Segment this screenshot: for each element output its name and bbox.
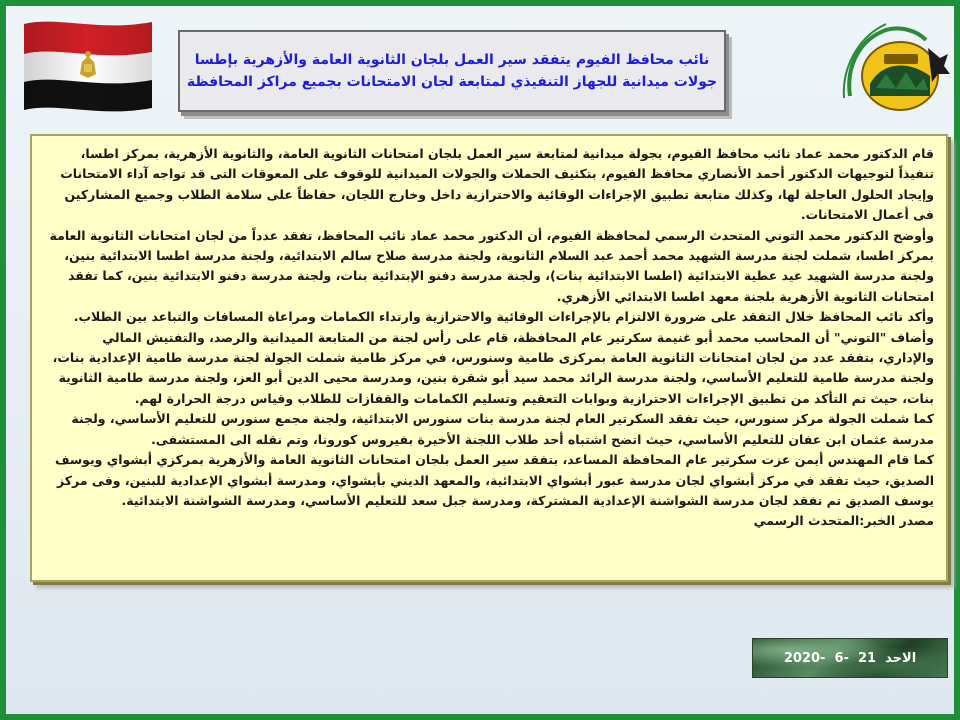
- article-paragraph-2: وأوضح الدكتور محمد التوني المتحدث الرسمي لمحافظة الفيوم، أن الدكتور محمد عماد نائب المحافظ، تفقد عدداً من لجان امتحانات الثانوية العامة بمركز اطسا، شملت لجنة مدرسة الشهيد محمد أحمد عبد السلام الثانوية، ولجنة مدرسة صلاح سالم الابتدائية، ولجنة مدرسة اطسا الابتدائية بنين، ولجنة مدرسة الشهيد عيد عطية الابتدائية (اطسا الابتدائية بنات)، ولجنة مدرسة دفنو الإبتدائية بنات، ولجنة مدرسة دفنو الابتدائية بنين، كما تفقد امتحانات الثانوية الأزهرية بلجنة معهد اطسا الابتدائي الأزهري.: [49, 227, 934, 304]
- date-text: الاحد 21 -6 -2020: [783, 650, 917, 666]
- article-paragraph-4: وأضاف "التوني" أن المحاسب محمد أبو غنيمة سكرتير عام المحافظة، قام على رأس لجنة من المتابعة الميدانية والرصد، والتفتيش المالي والإداري، بتفقد عدد من لجان امتحانات الثانوية العامة بمركزى طامية وسنورس، في مركز طامية شملت الجولة لجنة مدرسة طامية الإعدادية بنات، ولجنة مدرسة طامية للتعليم الأساسي، ولجنة مدرسة الرائد محمد سيد أبو شقرة بنين، ومدرسة محيى الدين أبو العز، ولجنة مدرسة طامية الثانوية بنات، حيث تم التأكد من تطبيق الإجراءات الاحترازية وبوابات التعقيم وتسليم الكمامات والقفازات للطلاب وقياس درجة الحرارة لهم.: [52, 329, 934, 406]
- article-paragraph-5: كما شملت الجولة مركز سنورس، حيث تفقد السكرتير العام لجنة مدرسة بنات سنورس الابتدائية، ولجنة مجمع سنورس للتعليم الأساسي، ولجنة مدرسة عثمان ابن عفان للتعليم الأساسي، حيث اتضح اشتباه أحد طلاب اللجنة الأخيرة بفيروس كورونا، وتم نقله الى المستشفى.: [71, 411, 934, 447]
- egypt-flag-icon: [18, 14, 158, 114]
- headline-line-2: جولات ميدانية للجهاز التنفيذي لمتابعة لجان الامتحانات بجميع مراكز المحافظة: [186, 74, 718, 90]
- article-paragraph-3: وأكد نائب المحافظ خلال التفقد على ضرورة الالتزام بالإجراءات الوقائية والاحترازية وارتداء الكمامات ومراعاة المسافات والتباعد بين الطلاب.: [73, 309, 934, 325]
- headline-line-1: نائب محافظ الفيوم يتفقد سير العمل بلجان الثانوية العامة والأزهرية بإطسا: [194, 52, 710, 68]
- headline-box: [178, 30, 726, 112]
- date-badge: [752, 638, 948, 678]
- fayoum-governorate-emblem-icon: [836, 18, 954, 118]
- article-body: [30, 134, 948, 582]
- article-paragraph-1: قام الدكتور محمد عماد نائب محافظ الفيوم، بجولة ميدانية لمتابعة سير العمل بلجان امتحانات الثانوية العامة، والثانوية الأزهرية، بمركز اطسا، تنفيذاً لتوجيهات الدكتور أحمد الأنصاري محافظ الفيوم، بتكثيف الحملات والجولات الميدانية للوقوف على المعوقات التى قد تواجه آداء الامتحانات وإيجاد الحلول العاجلة لها، وكذلك متابعة تطبيق الإجراءات الوقائية والاحترازية داخل وخارج اللجان، حفاظاً على سلامة الطلاب وجميع المشاركين فى أعمال الامتحانات.: [60, 146, 934, 223]
- article-source: مصدر الخبر:المتحدث الرسمي: [753, 513, 934, 529]
- article-paragraph-6: كما قام المهندس أيمن عزت سكرتير عام المحافظة المساعد، بتفقد سير العمل بلجان امتحانات الثانوية العامة والأزهرية بمركزي أبشواي ويوسف الصديق، حيث تفقد في مركز أبشواي لجان مدرسة عبور أبشواي الابتدائية، والمعهد الديني بأبشواي، ومدرسة أبشواي الإعدادية للبنين، وفى مركز يوسف الصديق تم تفقد لجان مدرسة الشواشنة الإعدادية المشتركة، ومدرسة جبل سعد للتعليم الأساسي، ومدرسة الشواشنة الابتدائية.: [54, 452, 934, 508]
